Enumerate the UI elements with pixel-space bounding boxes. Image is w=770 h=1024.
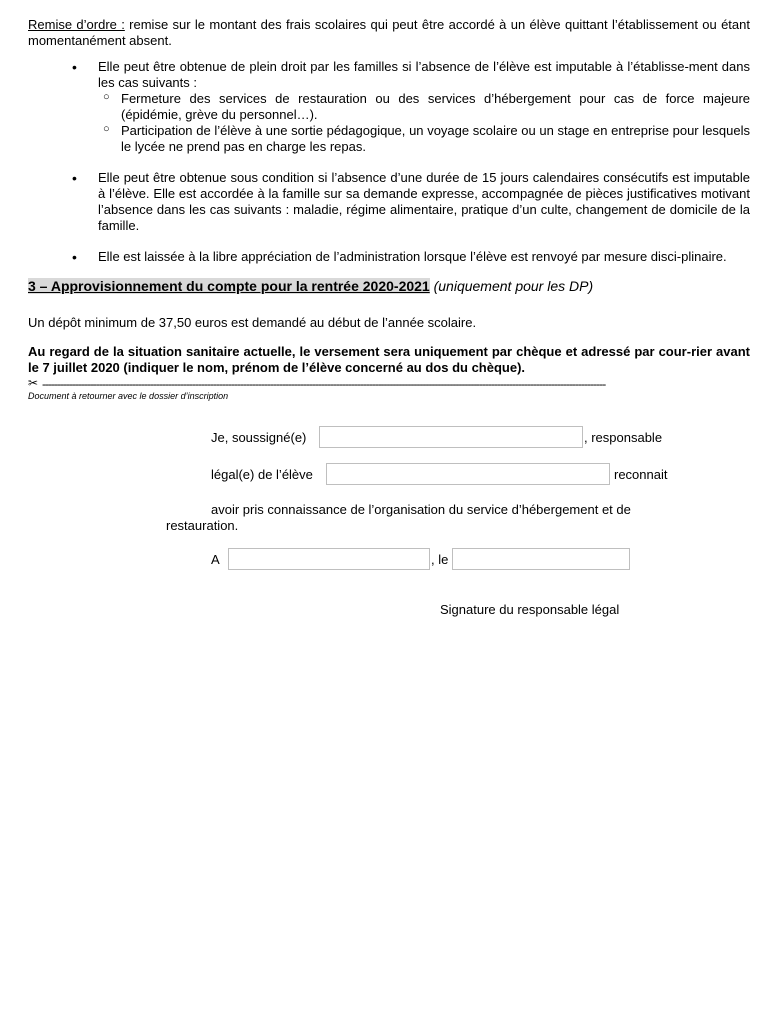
scissors-icon: ✂ [28, 376, 39, 390]
cut-dashes: -------------------------------------------------------------------------------------------------------------------------------------------------------------------------------------------- [42, 377, 606, 390]
return-note: Document à retourner avec le dossier d’inscription [28, 391, 229, 401]
bullet-text: Elle peut être obtenue sous condition si l’absence d’une durée de 15 jours calendaires consécutifs est imputable à l’élève. Elle est accordée à la famille sur sa demande expresse, accompagnée de pièces justificatives motivant l’absence dans les cas suivants : maladie, régime alimentaire, pratique d’un culte, changement de domicile de la famille. [98, 170, 750, 233]
restauration-text: restauration. [166, 518, 239, 533]
date-field[interactable] [452, 548, 630, 570]
sub-bullet-text: Participation de l’élève à une sortie pédagogique, un voyage scolaire ou un stage en entreprise pour lesquels le lycée ne prend pas en charge les repas. [121, 123, 750, 154]
signature-label: Signature du responsable légal [440, 602, 620, 617]
list-item [28, 249, 750, 265]
circle-bullet-icon: ○ [103, 91, 110, 103]
sub-list-item [98, 123, 750, 155]
conditions-list [28, 59, 750, 265]
list-item [28, 170, 750, 234]
soussigne-label: Je, soussigné(e) [211, 430, 307, 445]
avoir-text: avoir pris connaissance de l’organisation du service d’hébergement et de [211, 502, 631, 517]
section-subtitle: (uniquement pour les DP) [429, 278, 594, 294]
list-item [28, 59, 750, 155]
lieu-field[interactable] [228, 548, 430, 570]
sub-bullet-text: Fermeture des services de restauration ou des services d’hébergement pour cas de force majeure (épidémie, grève du personnel…). [121, 91, 750, 122]
soussigne-field[interactable] [319, 426, 583, 448]
bullet-text: Elle peut être obtenue de plein droit par les familles si l’absence de l’élève est imputable à l’établisse-ment dans les cas suivants : [98, 59, 750, 90]
sub-list [98, 91, 750, 155]
bullet-text: Elle est laissée à la libre appréciation de l’administration lorsque l’élève est renvoyé par mesure disci-plinaire. [98, 249, 727, 264]
reconnait-label: reconnait [614, 467, 668, 482]
bullet-icon: • [72, 170, 77, 186]
sub-list-item [98, 91, 750, 123]
bullet-icon: • [72, 59, 77, 75]
date-label: , le [431, 552, 449, 567]
acknowledgment-form [28, 402, 750, 632]
remise-paragraph [28, 17, 750, 49]
circle-bullet-icon: ○ [103, 123, 110, 135]
lieu-label: A [211, 552, 220, 567]
bullet-icon: • [72, 249, 77, 265]
remise-term: Remise d’ordre : [28, 17, 125, 32]
section-heading: 3 – Approvisionnement du compte pour la rentrée 2020-2021 [28, 278, 430, 294]
cut-line [28, 376, 684, 390]
legal-label: légal(e) de l’élève [211, 467, 313, 482]
document-page [28, 17, 750, 632]
eleve-field[interactable] [326, 463, 610, 485]
sanitaire-paragraph: Au regard de la situation sanitaire actuelle, le versement sera uniquement par chèque et adressé par cour-rier avant le 7 juillet 2020 (indiquer le nom, prénom de l’élève concerné au dos du chèque). [28, 344, 750, 375]
depot-paragraph: Un dépôt minimum de 37,50 euros est demandé au début de l’année scolaire. [28, 315, 477, 330]
remise-text: remise sur le montant des frais scolaires qui peut être accordé à un élève quittant l’établissement ou étant momentanément absent. [28, 17, 750, 48]
section-title [28, 278, 750, 294]
responsable-label: , responsable [584, 430, 663, 445]
